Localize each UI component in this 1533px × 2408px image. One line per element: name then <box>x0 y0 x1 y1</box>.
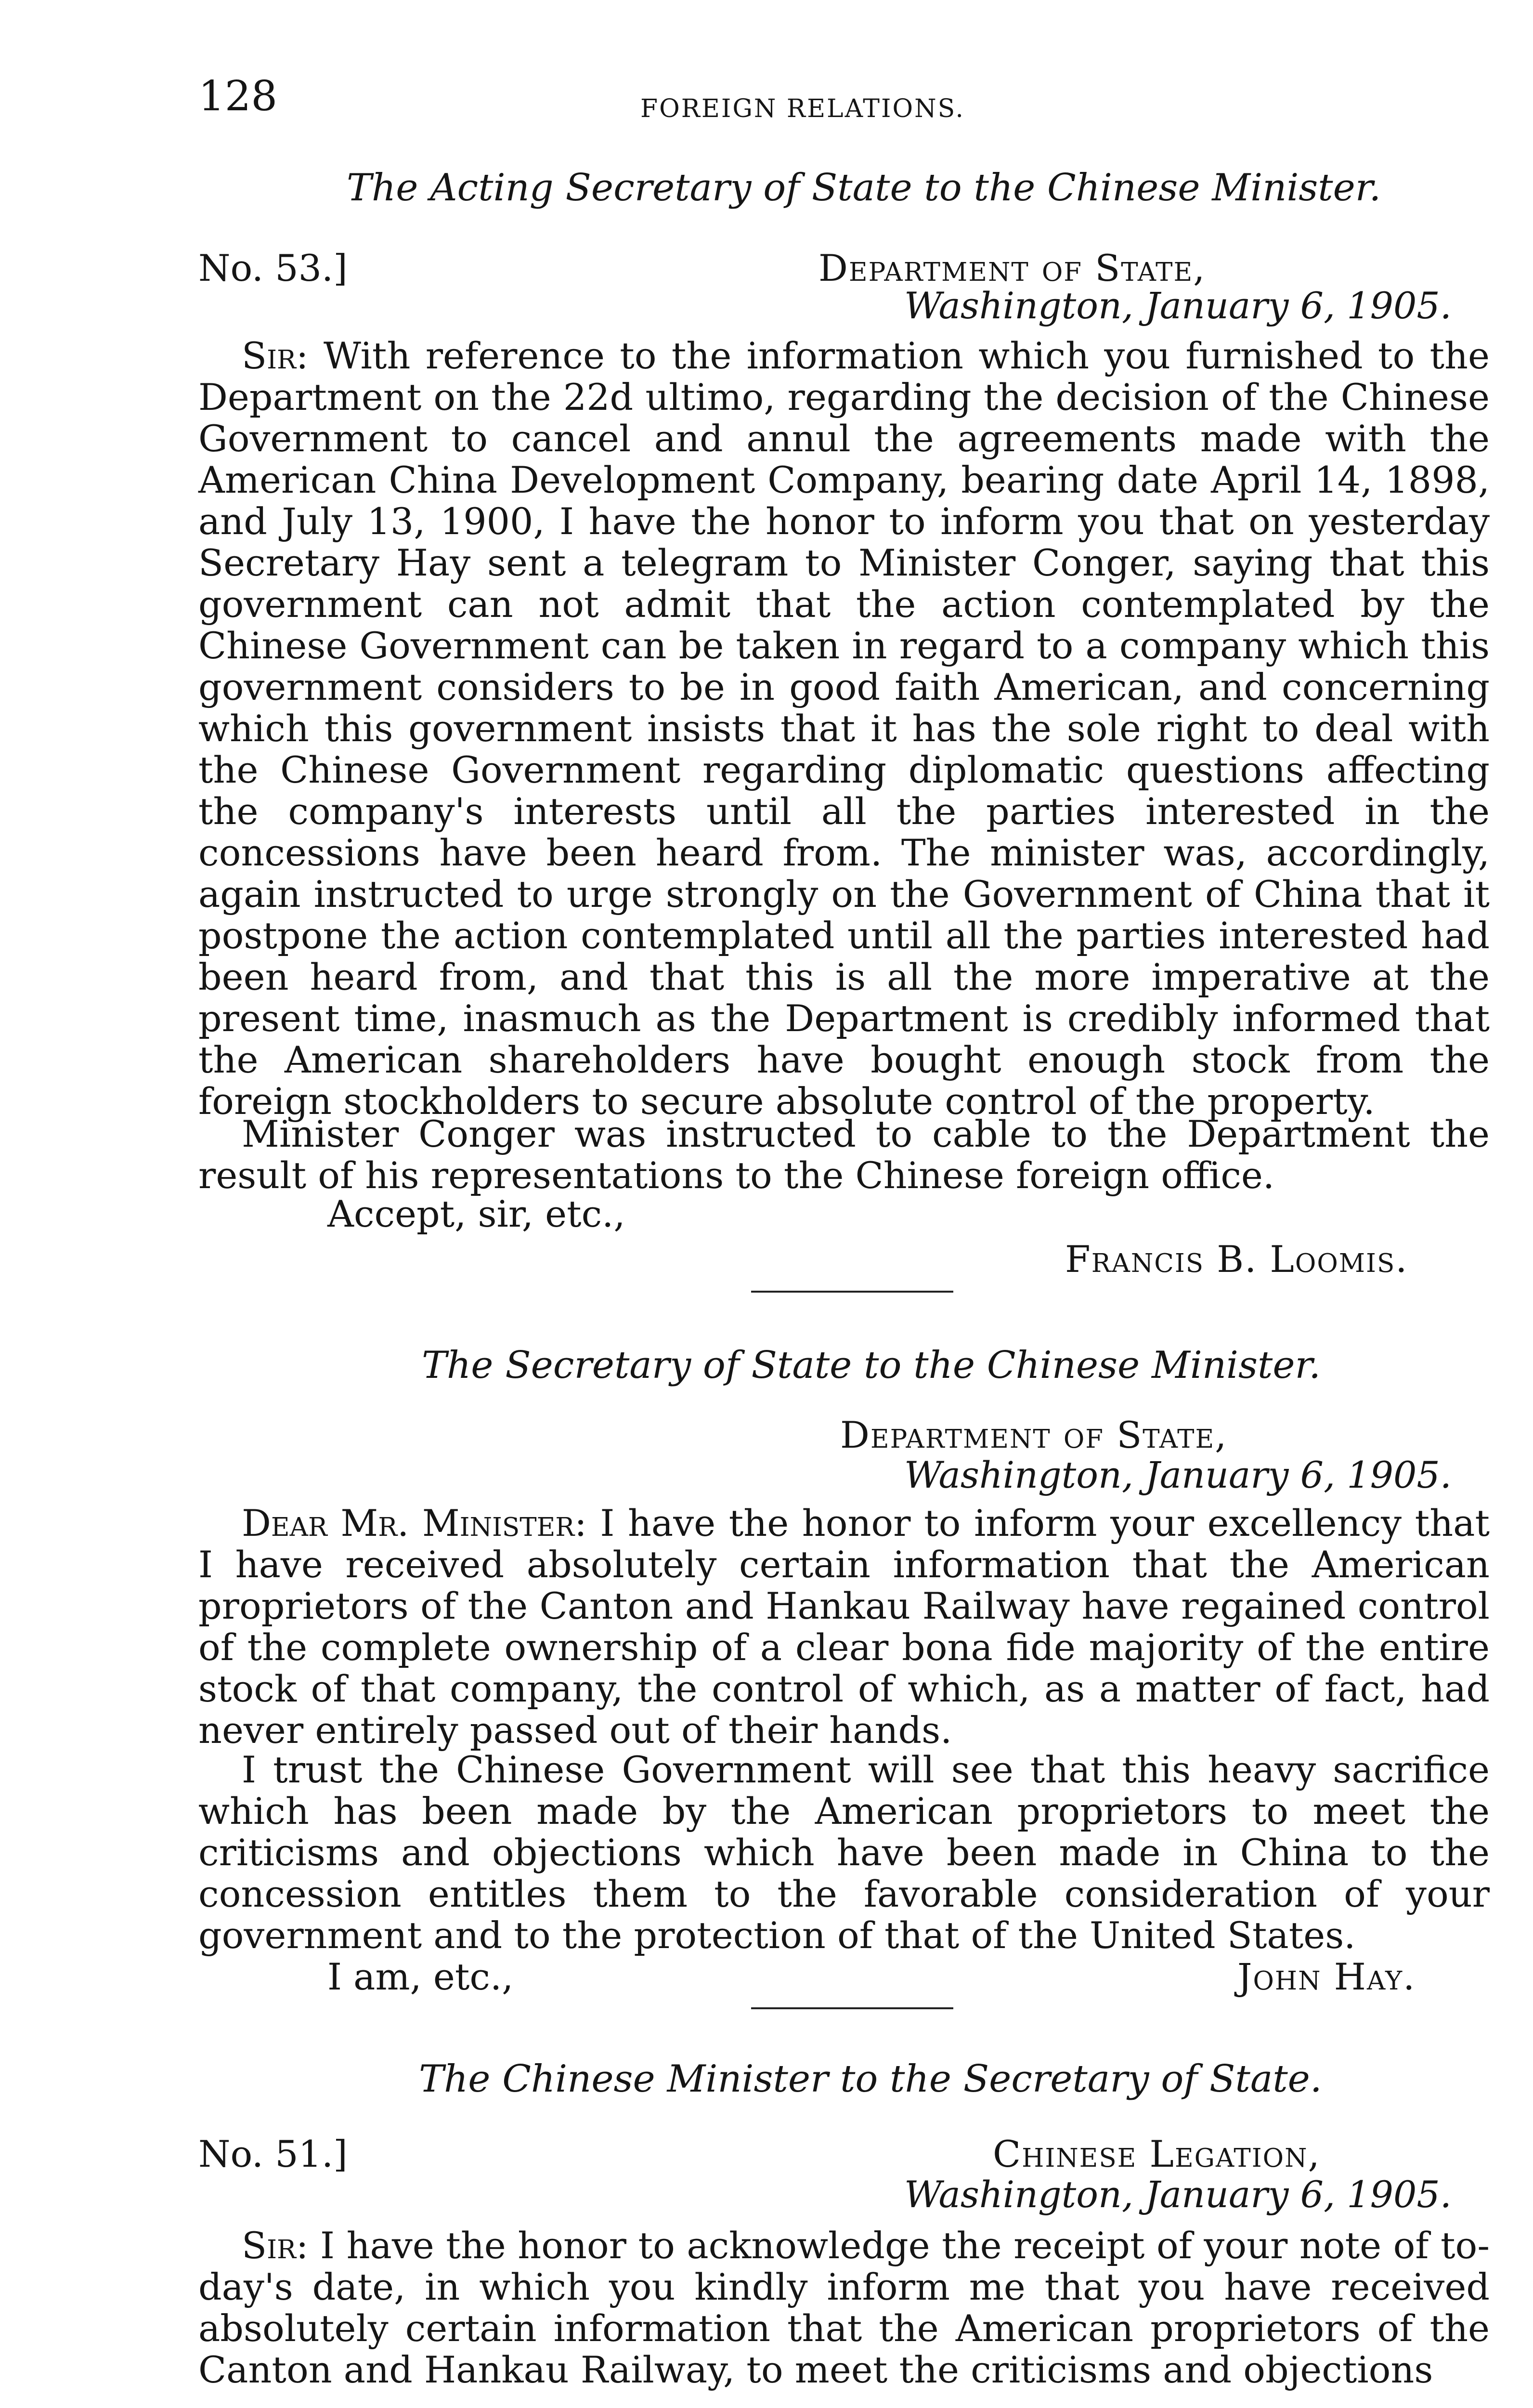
letter-2-heading: The Secretary of State to the Chinese Minister. <box>422 1344 1321 1387</box>
letter-2-paragraph-2: I trust the Chinese Government will see that this heavy sacrifice which has been made by the American proprietors to meet the criticisms and objections which have been made in China to the concession entitles them to the favorable consideration of your government and to the protection of that of the United States. <box>198 1748 1490 1957</box>
letter-2-salutation: Dear Mr. Minister: <box>242 1502 587 1544</box>
letter-3-salutation: Sir: <box>242 2224 309 2267</box>
running-title: FOREIGN RELATIONS. <box>640 94 965 123</box>
section-divider-2 <box>751 2007 953 2009</box>
letter-1-salutation: Sir: <box>242 334 309 377</box>
letter-1-signature: Francis B. Loomis. <box>1065 1238 1408 1281</box>
letter-1-paragraph-2: Minister Conger was instructed to cable to the Department the result of his representations to the Chinese foreign office. <box>198 1112 1490 1197</box>
letter-2-signature: John Hay. <box>1237 1955 1416 1998</box>
letter-1-paragraph-1-text: With reference to the information which you furnished to the Department on the 22d ultimo, regarding the decision of the Chinese Government to cancel and annul the agreements made with the American China Development Company, bearing date April 14, 1898, and July 13, 1900, I have the honor to inform you that on yesterday Secretary Hay sent a telegram to Minister Conger, saying that this government can not admit that the action contemplated by the Chinese Government can be taken in regard to a company which this government considers to be in good faith American, and concerning which this government insists that it has the sole right to deal with the Chinese Government regarding diplomatic questions affecting the company's interests until all the parties interested in the concessions have been heard from. The minister was, accordingly, again instructed to urge strongly on the Government of China that it postpone the action contemplated until all the parties interested had been heard from, and that this is all the more imperative at the present time, inasmuch as the Department is credibly informed that the American shareholders have bought enough stock from the foreign stockholders to secure absolute control of the property. <box>198 334 1490 1123</box>
letter-2-paragraph-1 <box>198 1503 1490 1751</box>
letter-3-paragraph-1-text: I have the honor to acknowledge the receipt of your note of to-day's date, in which you kindly inform me that you have received absolutely certain information that the American proprietors of the Canton and Hankau Railway, to meet the criticisms and objections <box>198 2224 1490 2391</box>
letter-3-heading: The Chinese Minister to the Secretary of State. <box>419 2057 1322 2101</box>
letter-1-heading: The Acting Secretary of State to the Chinese Minister. <box>347 166 1381 209</box>
letter-1-closing: Accept, sir, etc., <box>327 1192 625 1235</box>
letter-1-number: No. 53.] <box>198 247 348 289</box>
section-divider-1 <box>751 1291 953 1293</box>
letter-1-dateline: Washington, January 6, 1905. <box>904 284 1452 327</box>
letter-3-number: No. 51.] <box>198 2133 348 2175</box>
letter-1-department: Department of State, <box>818 247 1206 289</box>
letter-3-department: Chinese Legation, <box>993 2133 1321 2175</box>
page-number: 128 <box>198 72 278 120</box>
letter-2-closing: I am, etc., <box>327 1955 514 1998</box>
letter-2-department: Department of State, <box>840 1413 1228 1456</box>
letter-2-paragraph-1-text: I have the honor to inform your excellency that I have received absolutely certain information that the American proprietors of the Canton and Hankau Railway have regained control of the complete ownership of a clear bona fide majority of the entire stock of that company, the control of which, as a matter of fact, had never entirely passed out of their hands. <box>198 1502 1490 1752</box>
letter-2-dateline: Washington, January 6, 1905. <box>904 1453 1452 1496</box>
letter-1-paragraph-1 <box>198 335 1490 1122</box>
letter-3-paragraph-1 <box>198 2225 1490 2391</box>
letter-3-dateline: Washington, January 6, 1905. <box>904 2173 1452 2216</box>
